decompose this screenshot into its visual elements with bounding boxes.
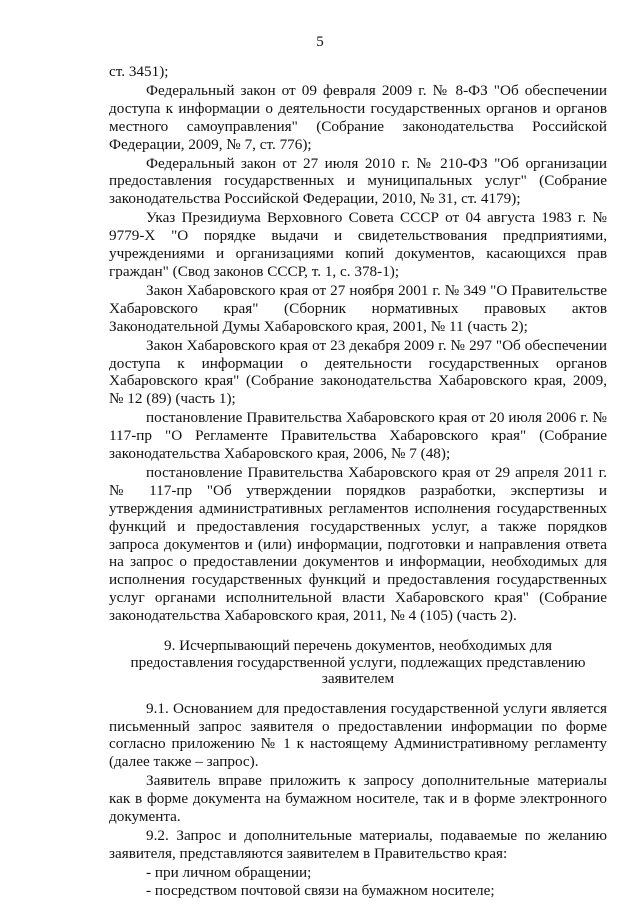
paragraph-additional-materials: Заявитель вправе приложить к запросу дополнительные материалы как в форме документа на бумажном носителе, так и в форме электронного документа. bbox=[109, 772, 607, 826]
paragraph-9-1: 9.1. Основанием для предоставления государственной услуги является письменный запрос заявителя о предоставлении информации по форме согласно приложению № 1 к настоящему Административному регламенту (далее также – запрос). bbox=[109, 699, 607, 771]
paragraph-khabarovsk-law-349: Закон Хабаровского края от 27 ноября 2001 г. № 349 "О Правительстве Хабаровского края" (Сборник нормативных правовых актов Законодательной Думы Хабаровского края, 2001, № 11 (часть 2); bbox=[109, 281, 607, 335]
paragraph-khabarovsk-law-297: Закон Хабаровского края от 23 декабря 2009 г. № 297 "Об обеспечении доступа к информации о деятельности государственных органов Хабаровского края" (Собрание законодательства Хабаровского края, 2009, № 12 (89) (часть 1); bbox=[109, 336, 607, 408]
paragraph-continuation: ст. 3451); bbox=[109, 63, 169, 80]
list-item: - посредством почтовой связи на бумажном носителе; bbox=[146, 881, 495, 899]
document-body bbox=[109, 63, 607, 900]
paragraph-9-2: 9.2. Запрос и дополнительные материалы, подаваемые по желанию заявителя, представляются заявителем в Правительство края: bbox=[109, 826, 607, 862]
page-number: 5 bbox=[316, 34, 324, 50]
paragraph-resolution-2006: постановление Правительства Хабаровского края от 20 июля 2006 г. № 117-пр "О Регламенте Правительства Хабаровского края" (Собрание законодательства Хабаровского края, 2006, № 7 (48); bbox=[109, 409, 607, 463]
paragraph-law-8-fz: Федеральный закон от 09 февраля 2009 г. № 8-ФЗ "Об обеспечении доступа к информации о деятельности государственных органов и органов местного самоуправления" (Собрание законодательства Российской Федерации, 2009, № 7, ст. 776); bbox=[109, 81, 607, 153]
section-heading: 9. Исчерпывающий перечень документов, необходимых для предоставления государственной услуги, подлежащих представлению заявителем bbox=[130, 637, 586, 688]
list-item: - при личном обращении; bbox=[146, 863, 312, 881]
paragraph-law-210-fz: Федеральный закон от 27 июля 2010 г. № 210-ФЗ "Об организации предоставления государственных и муниципальных услуг" (Собрание законодательства Российской Федерации, 2010, № 31, ст. 4179); bbox=[109, 154, 607, 208]
paragraph-decree-9779: Указ Президиума Верховного Совета СССР от 04 августа 1983 г. № 9779-Х "О порядке выдачи и свидетельствования предприятиями, учреждениями и организациями копий документов, касающихся прав граждан" (Свод законов СССР, т. 1, с. 378-1); bbox=[109, 209, 607, 280]
paragraph-resolution-2011: постановление Правительства Хабаровского края от 29 апреля 2011 г. № 117-пр "Об утверждении порядков разработки, экспертизы и утверждения административных регламентов исполнения государственных функций и предоставления государственных услуг, а также порядков запроса документов и (или) информации, подготовки и направления ответа на запрос о предоставлении документов и информации, необходимых для исполнения государственных функций и предоставления государственных услуг органами исполнительной власти Хабаровского края" (Собрание законодательства Хабаровского края, 2011, № 4 (105) (часть 2). bbox=[109, 463, 607, 625]
